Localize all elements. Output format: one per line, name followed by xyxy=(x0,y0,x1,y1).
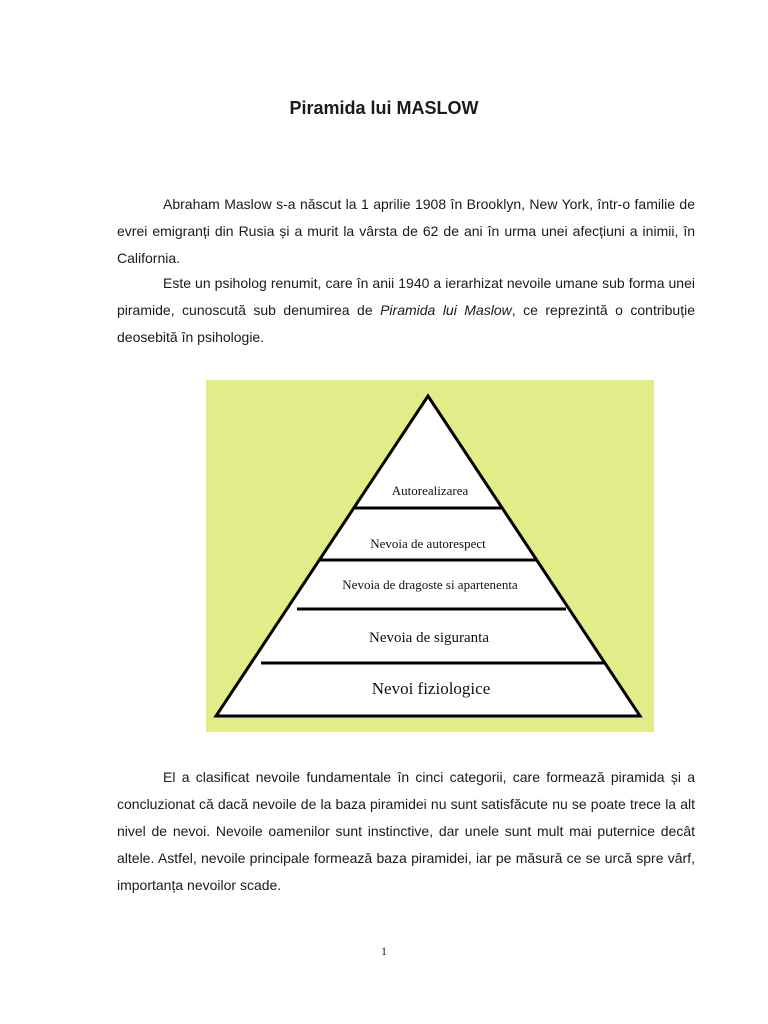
maslow-pyramid-figure xyxy=(206,380,654,732)
pyramid-level-autorealizarea: Autorealizarea xyxy=(391,483,469,498)
pyramid-name-emphasis: Piramida lui Maslow xyxy=(380,302,512,318)
document-title: Piramida lui MASLOW xyxy=(289,98,479,118)
maslow-pyramid-diagram xyxy=(206,380,654,732)
pyramid-outline xyxy=(216,396,640,716)
pyramid-level-autorespect: Nevoia de autorespect xyxy=(370,536,486,551)
paragraph-biography: Abraham Maslow s-a născut la 1 aprilie 1908 în Brooklyn, New York, într-o familie de evrei emigranți din Rusia și a murit la vârsta de 62 de ani în urma unei afecțiuni a inimii, în California. xyxy=(117,196,695,266)
paragraph-pyramid-intro-end: , ce reprezintă o contribuție deosebită în psihologie. xyxy=(117,302,695,345)
paragraph-pyramid-intro-text: Este un psiholog renumit, care în anii 1940 a ierarhizat nevoile umane sub forma unei piramide, cunoscută sub denumirea de xyxy=(117,275,695,318)
paragraph-pyramid-intro xyxy=(117,270,695,351)
pyramid-level-siguranta: Nevoia de siguranta xyxy=(369,630,489,646)
pyramid-level-fiziologice: Nevoi fiziologice xyxy=(371,679,491,698)
paragraph-classification: El a clasificat nevoile fundamentale în cinci categorii, care formează piramida și a concluzionat că dacă nevoile de la baza piramidei nu sunt satisfăcute nu se poate trece la alt nivel de nevoi. Nevoile oamenilor sunt instinctive, dar unele sunt mult mai puternice decât altele. Astfel, nevoile principale formează baza piramidei, iar pe măsură ce se urcă spre vârf, importanța nevoilor scade. xyxy=(117,769,695,893)
pyramid-level-dragoste: Nevoia de dragoste si apartenenta xyxy=(342,577,518,592)
page-number: 1 xyxy=(381,944,387,958)
